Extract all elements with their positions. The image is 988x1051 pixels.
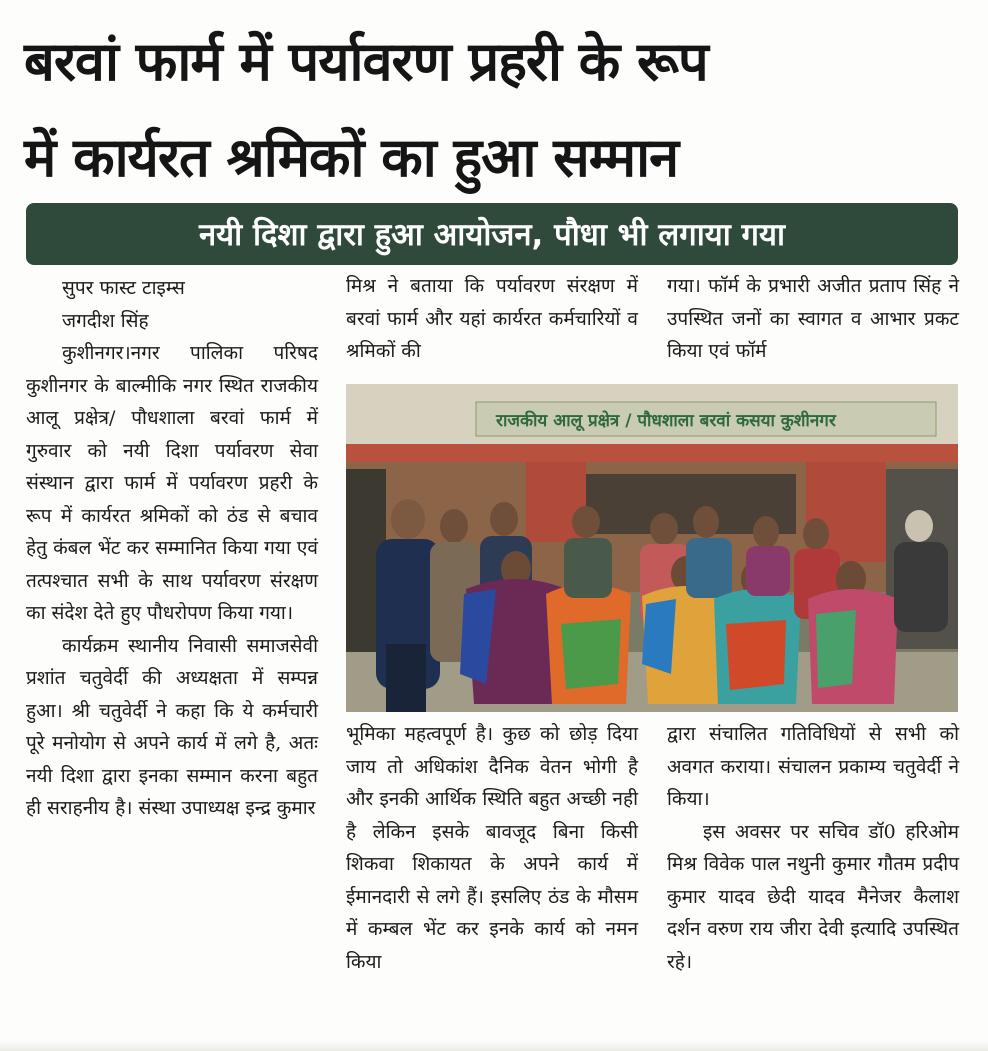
building-sign-text: राजकीय आलू प्रक्षेत्र / पौधशाला बरवां कसया कुशीनगर: [496, 411, 836, 431]
paragraph-1: कुशीनगर।नगर पालिका परिषद कुशीनगर के बाल्मीकि नगर स्थित राजकीय आलू प्रक्षेत्र/ पौधशाला बरवां फार्म में गुरुवार को नयी दिशा पर्यावरण सेवा संस्थान द्वारा फार्म में पर्यावरण प्रहरी के रूप में कार्यरत श्रमिकों को ठंड से बचाव हेतु कंबल भेंट कर सम्मानित किया गया एवं तत्पश्चात सभी के साथ पर्यावरण संरक्षण का संदेश देते हुए पौधरोपण किया गया।: [26, 342, 318, 624]
headline-line-1: बरवां फार्म में पर्यावरण प्रहरी के रूप: [24, 30, 708, 93]
news-photo: [346, 384, 958, 712]
article-column-1: [26, 272, 318, 825]
column-3-bottom-para-2: इस अवसर पर सचिव डॉ0 हरिओम मिश्र विवेक पाल नथुनी कुमार गौतम प्रदीप कुमार यादव छेदी यादव मैनेजर कैलाश दर्शन वरुण राय जीरा देवी इत्यादि उपस्थित रहे।: [667, 820, 959, 973]
article-column-3-bottom: [667, 718, 959, 978]
column-3-bottom-para-1: द्वारा संचालित गतिविधियों से सभी को अवगत कराया। संचालन प्रकाम्य चतुवेर्दी ने किया।: [667, 723, 959, 810]
paragraph-2: कार्यक्रम स्थानीय निवासी समाजसेवी प्रशांत चतुवेर्दी की अध्यक्षता में सम्पन्न हुआ। श्री चतुवेर्दी ने कहा कि ये कर्मचारी पूरे मनोयोग से अपने कार्य में लगे है, अतः नयी दिशा द्वारा इनका सम्मान करना बहुत ही सराहनीय है। संस्था उपाध्यक्ष इन्द्र कुमार: [26, 634, 318, 819]
column-3-top-text: गया। फॉर्म के प्रभारी अजीत प्रताप सिंह ने उपस्थित जनों का स्वागत व आभार प्रकट किया एवं फॉर्म: [667, 275, 959, 362]
subheadline-text: नयी दिशा द्वारा हुआ आयोजन, पौधा भी लगाया गया: [198, 217, 786, 253]
article-column-2-top: [346, 270, 638, 368]
subheadline-banner: [26, 203, 958, 265]
group-photo-illustration: [346, 384, 958, 712]
column-2-top-text: मिश्र ने बताया कि पर्यावरण संरक्षण में बरवां फार्म और यहां कार्यरत कर्मचारियों व श्रमिकों की: [346, 275, 638, 362]
byline-publication: सुपर फास्ट टाइम्स: [62, 277, 185, 299]
headline: [24, 14, 964, 206]
article-column-3-top: [667, 270, 959, 368]
article-column-2-bottom: [346, 718, 638, 978]
headline-line-2: में कार्यरत श्रमिकों का हुआ सम्मान: [24, 126, 679, 189]
column-2-bottom-text: भूमिका महत्वपूर्ण है। कुछ को छोड़ दिया जाय तो अधिकांश दैनिक वेतन भोगी है और इनकी आर्थिक स्थिति बहुत अच्छी नही है लेकिन इसके बावजूद बिना किसी शिकवा शिकायत के अपने कार्य में ईमानदारी से लगे हैं। इसलिए ठंड के मौसम में कम्बल भेंट कर इनके कार्य को नमन किया: [346, 723, 638, 973]
page-bottom-edge: [0, 1040, 988, 1051]
byline-reporter: जगदीश सिंह: [62, 309, 149, 332]
